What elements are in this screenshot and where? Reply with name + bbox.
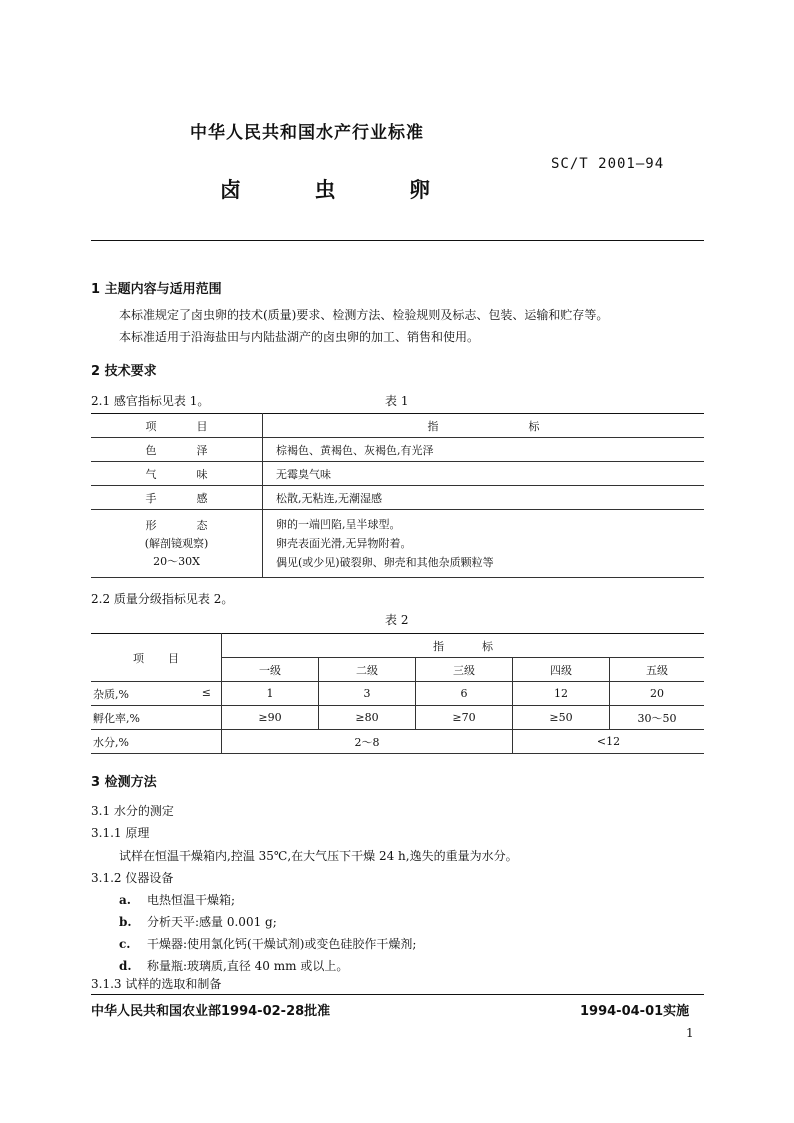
table-2-cell: ≥80	[319, 706, 416, 730]
table-2-cell: 30～50	[610, 706, 705, 730]
table-row	[91, 634, 704, 658]
list-marker: a.	[119, 893, 131, 907]
head-char: 指	[433, 639, 444, 653]
table-1-caption: 表 1	[385, 394, 409, 408]
table-1-shape-value: 卵壳表面光滑,无异物附着。	[276, 537, 412, 550]
approval-line: 中华人民共和国农业部1994-02-28批准	[91, 1004, 331, 1019]
table-2-cell: 12	[513, 682, 610, 706]
list-text: 干燥器:使用氯化钙(干燥试剂)或变色硅胶作干燥剂;	[147, 937, 417, 951]
section-3-1: 3.1 水分的测定	[91, 804, 174, 818]
section-3-1-1-paragraph: 试样在恒温干燥箱内,控温 35℃,在大气压下干燥 24 h,逸失的重量为水分。	[119, 849, 518, 863]
impurity-op: ≤	[201, 685, 211, 699]
list-item	[119, 957, 348, 974]
table-2	[91, 633, 704, 754]
footer-rule	[91, 994, 704, 995]
item-char: 形	[145, 518, 157, 532]
table-2-cell: 3	[319, 682, 416, 706]
section-3-heading: 3 检测方法	[91, 775, 157, 790]
table-2-cell: 1	[222, 682, 319, 706]
section-2-heading: 2 技术要求	[91, 364, 157, 379]
org-title: 中华人民共和国水产行业标准	[190, 123, 424, 143]
grade-header: 二级	[319, 658, 416, 682]
table-row	[91, 510, 704, 578]
head-char: 标	[482, 639, 493, 653]
table-1-head-index	[263, 414, 705, 438]
head-char: 目	[168, 651, 179, 665]
list-marker: c.	[119, 937, 131, 951]
table-2-cell: ≥50	[513, 706, 610, 730]
doc-title-char: 虫	[314, 178, 336, 202]
shape-sub-1: 解剖镜观察	[149, 536, 204, 550]
table-1-cell: 松散,无粘连,无潮湿感	[263, 486, 705, 510]
section-3-1-2: 3.1.2 仪器设备	[91, 871, 174, 885]
head-char: 目	[196, 419, 208, 433]
section-2-1: 2.1 感官指标见表 1。	[91, 394, 210, 408]
item-char: 态	[196, 518, 208, 532]
doc-title-char: 卤	[220, 178, 241, 202]
table-1-head-item	[91, 414, 263, 438]
list-marker: d.	[119, 959, 132, 973]
section-3-1-3: 3.1.3 试样的选取和制备	[91, 977, 222, 991]
table-2-cell: <12	[513, 730, 705, 754]
doc-title-char: 卵	[409, 178, 430, 202]
list-item	[119, 891, 235, 908]
table-row	[91, 486, 704, 510]
table-1-shape-value: 卵的一端凹陷,呈半球型。	[276, 518, 401, 531]
table-2-cell: ≥70	[416, 706, 513, 730]
list-text: 分析天平:感量 0.001 g;	[147, 915, 277, 929]
shape-sub-2: 20～30X	[153, 554, 200, 568]
table-2-head-index	[222, 634, 705, 658]
grade-header: 五级	[610, 658, 705, 682]
impurity-label: 杂质,%	[93, 687, 129, 701]
head-char: 标	[528, 419, 540, 433]
table-2-caption: 表 2	[385, 613, 409, 627]
effective-line: 1994-04-01实施	[580, 1004, 690, 1019]
standard-code: SC/T 2001—94	[551, 156, 665, 172]
grade-header: 四级	[513, 658, 610, 682]
table-row	[91, 706, 704, 730]
table-2-head-item	[91, 634, 222, 682]
item-char: 气	[145, 467, 157, 481]
table-row	[91, 682, 704, 706]
head-char: 指	[427, 419, 439, 433]
table-row	[91, 414, 704, 438]
list-text: 称量瓶:玻璃质,直径 40 mm 或以上。	[147, 959, 349, 973]
header-rule	[91, 240, 704, 241]
grade-header: 一级	[222, 658, 319, 682]
table-row	[91, 730, 704, 754]
table-1-cell: 无霉臭气味	[263, 462, 705, 486]
table-1	[91, 413, 704, 578]
section-1-heading: 1 主题内容与适用范围	[91, 282, 222, 297]
list-marker: b.	[119, 915, 132, 929]
section-3-1-1: 3.1.1 原理	[91, 826, 150, 840]
table-2-cell: 2～8	[222, 730, 513, 754]
section-1-paragraph-2: 本标准适用于沿海盐田与内陆盐湖产的卤虫卵的加工、销售和使用。	[119, 330, 480, 344]
item-char: 泽	[196, 443, 208, 457]
table-row	[91, 438, 704, 462]
hatch-label: 孵化率,%	[91, 706, 222, 730]
table-2-cell: ≥90	[222, 706, 319, 730]
item-char: 味	[196, 467, 208, 481]
section-1-paragraph-1: 本标准规定了卤虫卵的技术(质量)要求、检测方法、检验规则及标志、包装、运输和贮存等。	[119, 308, 609, 322]
water-label: 水分,%	[91, 730, 222, 754]
table-2-cell: 20	[610, 682, 705, 706]
item-char: 手	[145, 491, 157, 505]
list-text: 电热恒温干燥箱;	[147, 893, 236, 907]
table-1-shape-item: 形 态 (解剖镜观察) 20～30X	[91, 510, 263, 578]
list-item	[119, 913, 277, 930]
item-char: 色	[145, 443, 157, 457]
head-char: 项	[133, 651, 144, 665]
head-char: 项	[145, 419, 157, 433]
table-2-cell: 6	[416, 682, 513, 706]
doc-title	[220, 174, 430, 204]
table-1-cell: 棕褐色、黄褐色、灰褐色,有光泽	[263, 438, 705, 462]
page-number: 1	[686, 1026, 694, 1040]
list-item	[119, 935, 416, 952]
item-char: 感	[196, 491, 208, 505]
section-2-2: 2.2 质量分级指标见表 2。	[91, 592, 234, 606]
grade-header: 三级	[416, 658, 513, 682]
table-row	[91, 462, 704, 486]
table-1-shape-value: 偶见(或少见)破裂卵、卵壳和其他杂质颗粒等	[276, 556, 494, 569]
